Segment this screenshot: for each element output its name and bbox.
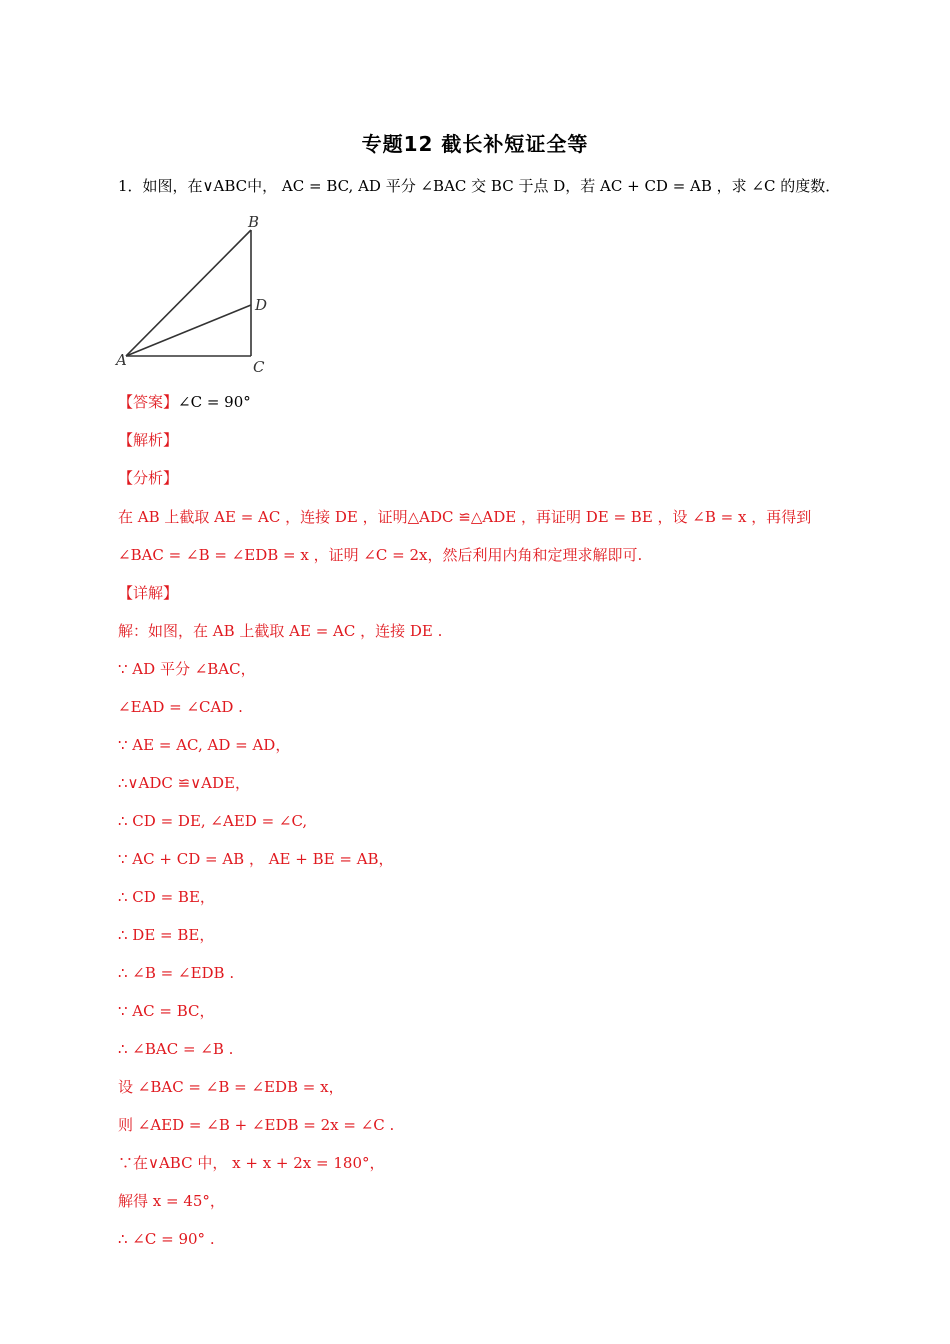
solution-step: ∵ AE = AC, AD = AD， <box>118 736 291 754</box>
answer-text: ∠C = 90° <box>178 393 251 411</box>
solution-step: ∵在∨ABC 中， x + x + 2x = 180°， <box>118 1154 385 1172</box>
triangle-figure <box>112 210 282 380</box>
solution-step: ∴ DE = BE， <box>118 926 215 944</box>
solution-step: ∵ AD 平分 ∠BAC， <box>118 660 256 678</box>
detail-tag: 【详解】 <box>118 584 179 602</box>
solution-step: 则 ∠AED = ∠B + ∠EDB = 2x = ∠C . <box>118 1116 395 1134</box>
answer-line <box>118 392 838 412</box>
solution-step: ∵ AC + CD = AB ， AE + BE = AB， <box>118 850 394 868</box>
analysis-tag: 【解析】 <box>118 431 179 449</box>
solution-step: 解：如图，在 AB 上截取 AE = AC ，连接 DE . <box>118 622 443 640</box>
label-a: A <box>116 351 127 369</box>
fenxi-line: ∠BAC = ∠B = ∠EDB = x ，证明 ∠C = 2x，然后利用内角和定理求解即可. <box>118 546 643 564</box>
page-title: 专题12 截长补短证全等 <box>361 132 589 156</box>
solution-step: 解得 x = 45°， <box>118 1192 225 1210</box>
segment-ad <box>126 305 251 356</box>
label-d: D <box>255 296 268 314</box>
solution-step: ∴ CD = BE， <box>118 888 215 906</box>
label-b: B <box>248 213 260 231</box>
answer-tag: 【答案】 <box>118 393 179 411</box>
solution-step: ∴ CD = DE, ∠AED = ∠C, <box>118 812 308 830</box>
question-text: 1．如图，在∨ABC中， AC = BC, AD 平分 ∠BAC 交 BC 于点 D，若 AC + CD = AB ，求 ∠C 的度数． <box>118 177 841 195</box>
solution-step: ∠EAD = ∠CAD . <box>118 698 243 716</box>
solution-step: ∴∨ADC ≌∨ADE， <box>118 774 250 792</box>
solution-step: ∴ ∠C = 90° . <box>118 1230 215 1248</box>
fenxi-tag: 【分析】 <box>118 469 179 487</box>
label-c: C <box>253 358 265 376</box>
solution-step: ∴ ∠BAC = ∠B . <box>118 1040 234 1058</box>
side-ab <box>126 230 251 356</box>
solution-step: 设 ∠BAC = ∠B = ∠EDB = x， <box>118 1078 344 1096</box>
solution-step: ∴ ∠B = ∠EDB . <box>118 964 235 982</box>
solution-step: ∵ AC = BC， <box>118 1002 215 1020</box>
triangle-diagram <box>112 210 282 380</box>
fenxi-line: 在 AB 上截取 AE = AC ，连接 DE ，证明△ADC ≌△ADE ，再证明 DE = BE ，设 ∠B = x ，再得到 <box>118 508 812 526</box>
